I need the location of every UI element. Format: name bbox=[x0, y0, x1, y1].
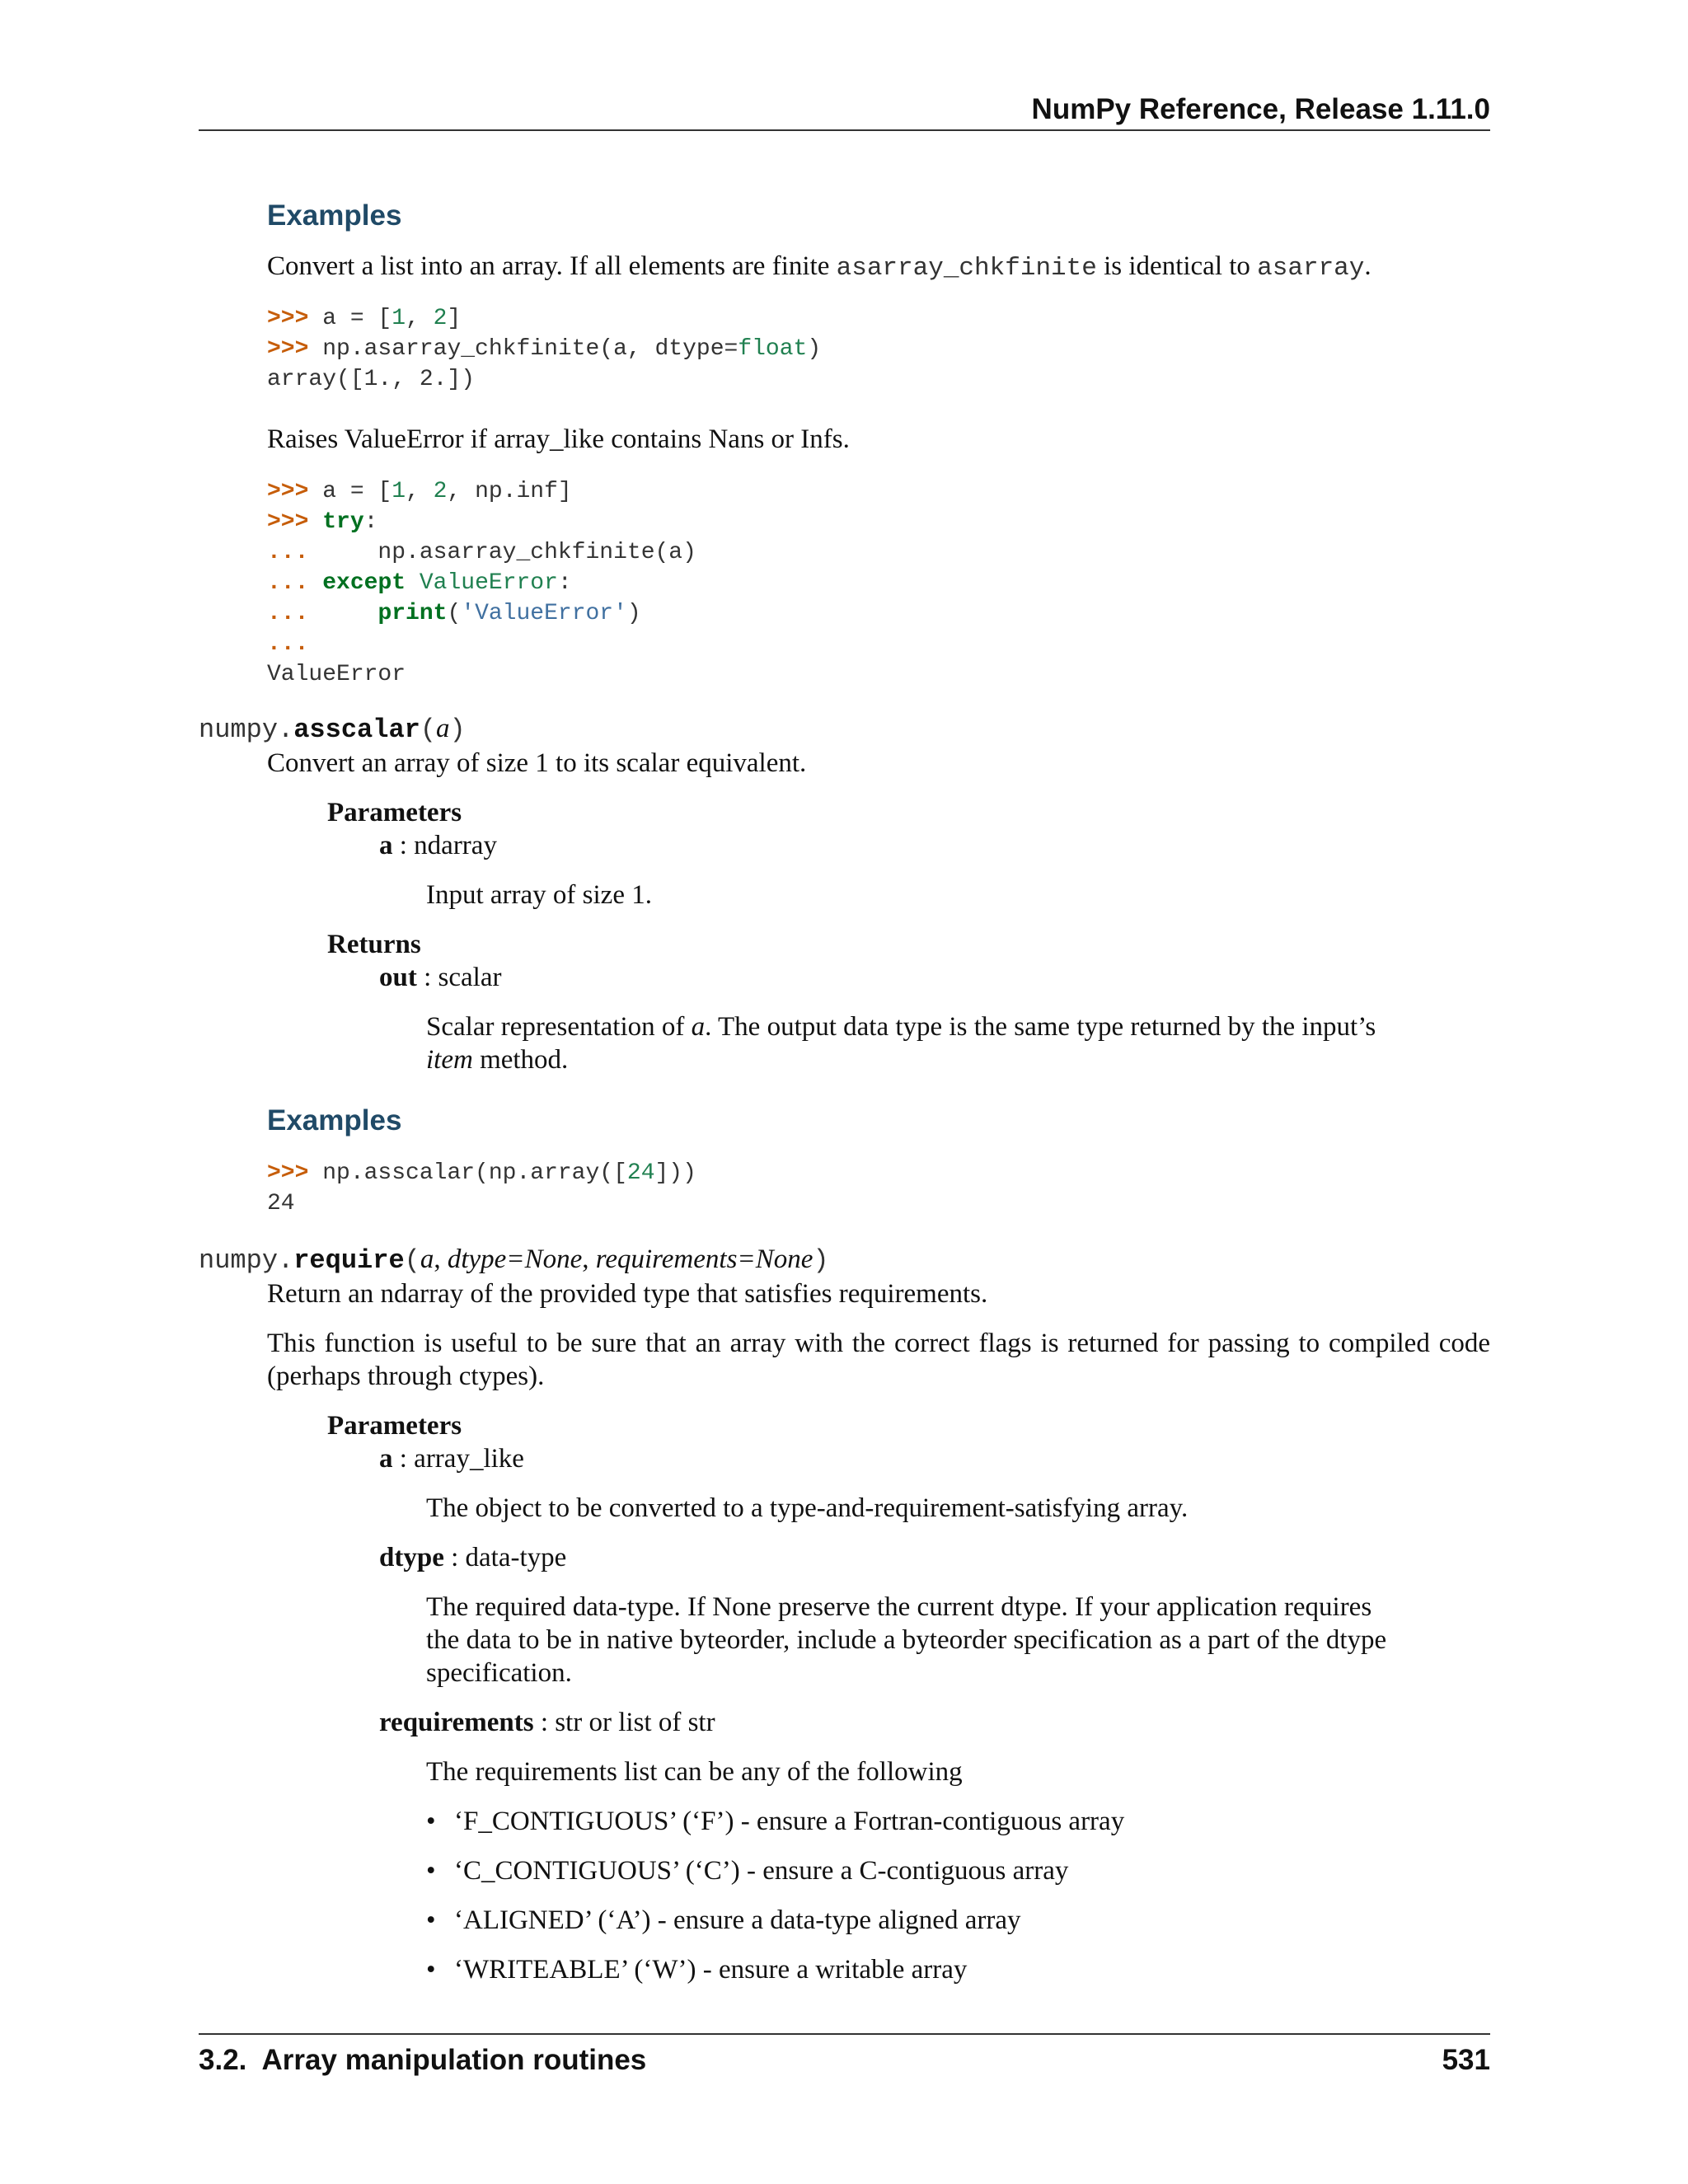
sig-module: numpy. bbox=[199, 715, 294, 745]
desc-line: the data to be in native byteorder, include a byteorder specification as a part of the dtype bbox=[426, 1625, 1387, 1655]
sig-module: numpy. bbox=[199, 1245, 294, 1276]
code-text: : bbox=[557, 570, 572, 596]
param-type: str or list of str bbox=[555, 1708, 715, 1737]
param-name: requirements bbox=[379, 1708, 534, 1737]
list-item: • ‘C_CONTIGUOUS’ (‘C’) - ensure a C-contiguous array bbox=[426, 1854, 1432, 1887]
chkfinite-code-block-2 bbox=[267, 476, 696, 690]
param-sep: : bbox=[392, 831, 415, 860]
code-prompt: >>> bbox=[267, 509, 309, 535]
page-header-title: NumPy Reference, Release 1.11.0 bbox=[1031, 93, 1490, 125]
param-type: data-type bbox=[465, 1543, 567, 1572]
code-text: ) bbox=[807, 336, 822, 362]
desc-line: specification. bbox=[426, 1658, 572, 1688]
code-number: 24 bbox=[626, 1160, 655, 1186]
code-keyword: except bbox=[322, 570, 406, 596]
code-text: ])) bbox=[654, 1160, 696, 1186]
sig-paren: ) bbox=[449, 715, 466, 745]
require-summary: Return an ndarray of the provided type that satisfies requirements. bbox=[267, 1279, 988, 1309]
return-out-desc bbox=[426, 1010, 1432, 1076]
code-number: 1 bbox=[392, 479, 406, 504]
intro-code-asarray-chkfinite: asarray_chkfinite bbox=[836, 254, 1097, 283]
code-continuation: ... bbox=[267, 540, 309, 565]
param-sep: : bbox=[392, 1444, 415, 1474]
return-type: scalar bbox=[438, 963, 502, 992]
sig-paren: ( bbox=[420, 715, 437, 745]
intro-code-asarray: asarray bbox=[1257, 254, 1365, 283]
param-name: a bbox=[379, 831, 393, 860]
code-number: 2 bbox=[433, 479, 448, 504]
sig-arg: dtype=None bbox=[447, 1244, 583, 1274]
raises-text: Raises ValueError if array_like contains Nans or Infs. bbox=[267, 424, 850, 454]
list-item: • ‘WRITEABLE’ (‘W’) - ensure a writable array bbox=[426, 1953, 1432, 1986]
sig-comma: , bbox=[582, 1244, 596, 1274]
require-description: This function is useful to be sure that an array with the correct flags is returned for passing to compiled code (perhaps through ctypes). bbox=[267, 1329, 1490, 1391]
param-type: array_like bbox=[414, 1444, 524, 1474]
chkfinite-intro bbox=[267, 250, 1503, 285]
code-text: np.asarray_chkfinite(a) bbox=[308, 540, 696, 565]
sig-function-name: asscalar bbox=[293, 715, 420, 745]
code-continuation: ... bbox=[267, 601, 309, 626]
sig-arg: a bbox=[420, 1244, 434, 1274]
code-prompt: >>> bbox=[267, 306, 309, 331]
param-a-desc: Input array of size 1. bbox=[426, 880, 652, 910]
code-text: , bbox=[406, 306, 434, 331]
footer-section-title: 3.2. Array manipulation routines bbox=[199, 2044, 647, 2076]
code-continuation: ... bbox=[267, 570, 309, 596]
code-text: np.asarray_chkfinite(a, dtype= bbox=[308, 336, 738, 362]
intro-text-mid: is identical to bbox=[1096, 251, 1258, 281]
param-requirements-desc: The requirements list can be any of the following bbox=[426, 1757, 963, 1787]
code-text: , bbox=[406, 479, 434, 504]
code-text: a = [ bbox=[308, 479, 392, 504]
footer-rule bbox=[199, 2033, 1490, 2035]
code-text: , np.inf] bbox=[447, 479, 572, 504]
asscalar-examples-heading: Examples bbox=[267, 1104, 402, 1137]
asscalar-code-block bbox=[267, 1158, 696, 1219]
header-rule bbox=[199, 129, 1490, 131]
code-output: array([1., 2.]) bbox=[267, 367, 476, 392]
param-requirements bbox=[379, 1706, 715, 1739]
code-text: ) bbox=[626, 601, 641, 626]
page-number: 531 bbox=[1442, 2044, 1490, 2076]
examples-heading: Examples bbox=[267, 199, 402, 232]
param-name: dtype bbox=[379, 1543, 444, 1572]
ret-desc-a: a bbox=[691, 1012, 706, 1042]
code-builtin: float bbox=[738, 336, 808, 362]
code-prompt: >>> bbox=[267, 1160, 309, 1186]
sig-paren: ) bbox=[813, 1245, 829, 1276]
ret-desc-text: method. bbox=[472, 1045, 569, 1075]
ret-desc-item: item bbox=[426, 1045, 473, 1075]
requirements-list bbox=[426, 1805, 1432, 2003]
sig-paren: ( bbox=[404, 1245, 420, 1276]
code-text: : bbox=[363, 509, 378, 535]
param-a bbox=[379, 1442, 524, 1475]
ret-desc-text: . The output data type is the same type returned by the input’s bbox=[705, 1012, 1376, 1042]
asscalar-summary: Convert an array of size 1 to its scalar equivalent. bbox=[267, 748, 807, 778]
code-exception-name: ValueError bbox=[419, 570, 558, 596]
code-keyword: try bbox=[322, 509, 364, 535]
code-output: ValueError bbox=[267, 662, 406, 687]
code-text: np.asscalar(np.array([ bbox=[308, 1160, 627, 1186]
return-name: out bbox=[379, 963, 417, 992]
param-a-desc: The object to be converted to a type-and-requirement-satisfying array. bbox=[426, 1493, 1189, 1523]
require-signature bbox=[199, 1244, 829, 1276]
code-continuation: ... bbox=[267, 631, 309, 657]
sig-comma: , bbox=[434, 1244, 448, 1274]
param-dtype-desc bbox=[426, 1591, 1432, 1690]
intro-text-pre: Convert a list into an array. If all elements are finite bbox=[267, 251, 837, 281]
code-text: a = [ bbox=[308, 306, 392, 331]
param-sep: : bbox=[533, 1708, 556, 1737]
code-text: ] bbox=[447, 306, 462, 331]
return-sep: : bbox=[416, 963, 438, 992]
sig-arg: a bbox=[436, 714, 450, 743]
code-output: 24 bbox=[267, 1191, 295, 1216]
list-item: • ‘F_CONTIGUOUS’ (‘F’) - ensure a Fortran-contiguous array bbox=[426, 1805, 1432, 1838]
sig-function-name: require bbox=[293, 1245, 405, 1276]
sig-arg: requirements=None bbox=[595, 1244, 814, 1274]
code-keyword: print bbox=[377, 601, 448, 626]
code-number: 2 bbox=[433, 306, 448, 331]
code-string: 'ValueError' bbox=[461, 601, 627, 626]
parameters-label: Parameters bbox=[327, 1411, 462, 1441]
param-type: ndarray bbox=[414, 831, 497, 860]
return-out bbox=[379, 961, 501, 994]
chkfinite-code-block-1 bbox=[267, 303, 821, 395]
asscalar-signature bbox=[199, 714, 466, 745]
ret-desc-text: Scalar representation of bbox=[426, 1012, 692, 1042]
list-item: • ‘ALIGNED’ (‘A’) - ensure a data-type aligned array bbox=[426, 1904, 1432, 1937]
code-number: 1 bbox=[392, 306, 406, 331]
param-dtype bbox=[379, 1541, 566, 1574]
parameters-label: Parameters bbox=[327, 798, 462, 827]
desc-line: The required data-type. If None preserve the current dtype. If your application requires bbox=[426, 1592, 1372, 1622]
param-a bbox=[379, 829, 497, 862]
param-name: a bbox=[379, 1444, 393, 1474]
param-sep: : bbox=[443, 1543, 466, 1572]
intro-text-end: . bbox=[1364, 251, 1372, 281]
returns-label: Returns bbox=[327, 930, 421, 959]
code-prompt: >>> bbox=[267, 479, 309, 504]
code-prompt: >>> bbox=[267, 336, 309, 362]
code-text: ( bbox=[447, 601, 462, 626]
